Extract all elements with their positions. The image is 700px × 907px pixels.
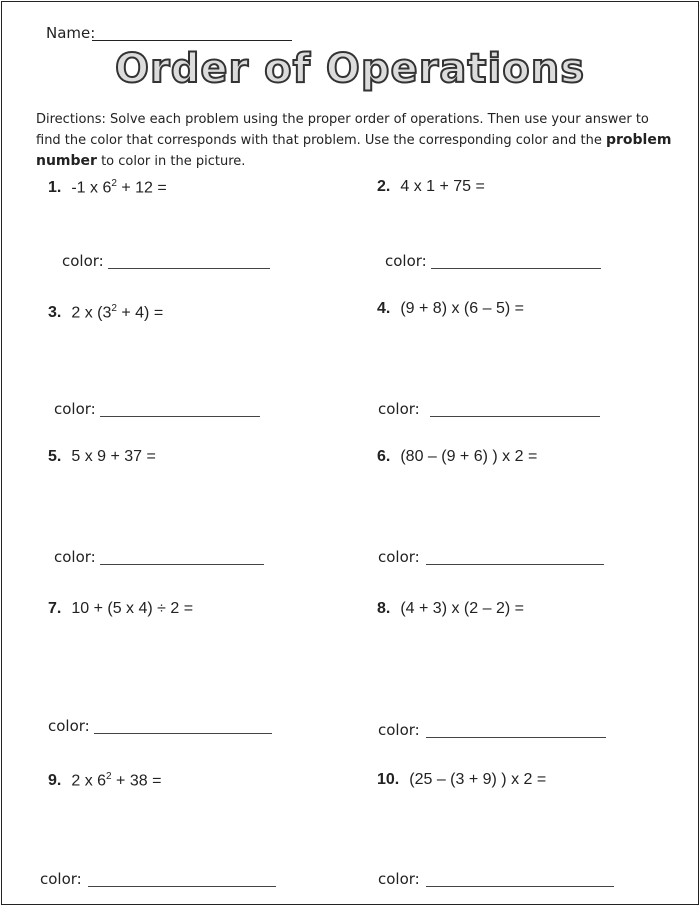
color-answer-line-9[interactable] [88,886,276,887]
color-answer-line-3[interactable] [100,416,260,417]
color-label: color: [62,252,104,270]
problem-number: 5. [48,448,62,465]
name-label: Name: [46,24,96,42]
color-answer-line-7[interactable] [94,733,272,734]
problem-4 [377,300,524,318]
exponent: 2 [106,771,112,782]
color-answer-line-1[interactable] [108,268,270,269]
problem-2 [377,178,485,196]
name-field[interactable] [92,40,292,41]
exponent: 2 [111,178,117,189]
problem-expression: 2 x 6 [71,772,107,790]
directions-emphasis: problem number [36,132,672,169]
problem-7 [48,600,193,618]
color-answer-line-4[interactable] [430,416,600,417]
problem-8 [377,600,524,618]
problem-expression-end: + 4) = [116,304,164,322]
color-label: color: [378,870,420,888]
problem-9 [48,771,161,790]
problem-expression: 4 x 1 + 75 = [400,178,485,195]
problem-expression: (4 + 3) x (2 – 2) = [400,600,524,617]
problem-5 [48,448,156,466]
problem-expression: 2 x (3 [71,304,112,322]
color-answer-line-2[interactable] [431,268,601,269]
problem-number: 2. [377,178,391,195]
problem-10 [377,771,546,789]
problem-expression: (80 – (9 + 6) ) x 2 = [400,448,538,465]
problem-number: 1. [48,179,62,197]
color-label: color: [40,870,82,888]
problem-expression-end: + 38 = [111,772,162,790]
problem-number: 4. [377,300,391,317]
color-label: color: [378,400,420,418]
problem-number: 3. [48,304,62,322]
color-answer-line-5[interactable] [100,564,264,565]
color-answer-line-10[interactable] [426,886,614,887]
color-label: color: [54,400,96,418]
directions [36,110,676,172]
problem-expression-end: + 12 = [116,179,167,197]
color-label: color: [54,548,96,566]
color-answer-line-8[interactable] [426,737,606,738]
color-label: color: [378,548,420,566]
problem-3 [48,303,163,322]
problem-1 [48,178,167,197]
problem-expression: (9 + 8) x (6 – 5) = [400,300,524,317]
color-label: color: [48,717,90,735]
problem-expression: -1 x 6 [71,179,112,197]
directions-text-end: to color in the picture. [96,154,246,169]
problem-number: 9. [48,772,62,790]
directions-text: Directions: Solve each problem using the proper order of operations. Then use your answer to find the color that corresponds with that problem. Use the corresponding color and the [36,112,649,148]
problem-number: 8. [377,600,391,617]
problem-expression: (25 – (3 + 9) ) x 2 = [409,771,547,788]
problem-number: 10. [377,771,400,788]
worksheet-title: Order of Operations [114,46,586,92]
exponent: 2 [111,303,117,314]
color-label: color: [385,252,427,270]
worksheet-page [1,1,699,905]
color-answer-line-6[interactable] [426,564,604,565]
problem-number: 7. [48,600,62,617]
color-label: color: [378,721,420,739]
problem-expression: 10 + (5 x 4) ÷ 2 = [71,600,194,617]
problem-6 [377,448,537,466]
problem-expression: 5 x 9 + 37 = [71,448,156,465]
problem-number: 6. [377,448,391,465]
